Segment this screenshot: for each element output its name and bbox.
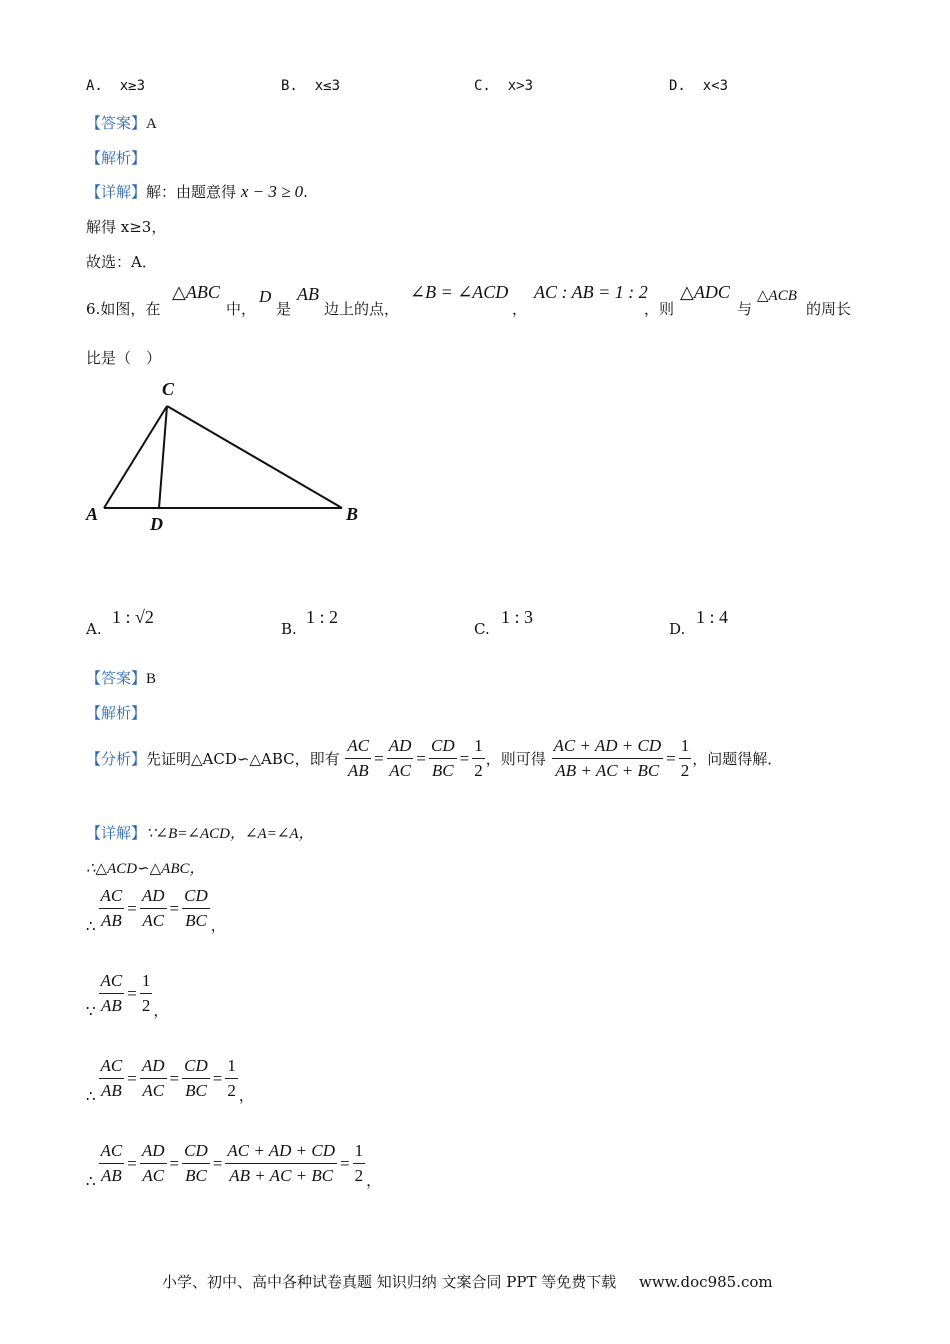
frac-sum: $\frac{AC + AD + CD}{AB + AC + BC}$ (553, 736, 662, 780)
q6-text-ze: ，则 (644, 300, 675, 318)
q6-triangle-figure (80, 372, 380, 542)
q6-point-d: D (259, 287, 272, 306)
q6-tri-abc: △ABC (172, 282, 220, 302)
q6-fenxi-line: 【分析】先证明△ACD∽△ABC，即有 $\frac{AC}{AB}$ = $\frac{AD}{AC}$ = $\frac{CD}{BC}$ = $\frac{1}{2}$ ，则可得 $\frac{AC + AD + CD}{AB + AC + BC}$ = $\frac{1}{2}$ ，问题得解． (86, 736, 783, 780)
frac-ac-ab: $\frac{AC}{AB}$ (347, 736, 370, 780)
q5-option-b: B. x≤3 (281, 78, 341, 94)
q6-tri-adc: △ADC (680, 282, 730, 302)
frac-half-2: $\frac{1}{2}$ (680, 736, 690, 780)
q6-analysis-tag: 【解析】 (86, 704, 147, 722)
q5-solve-line: 解得 x≥3， (86, 218, 167, 236)
segment-cd (159, 406, 167, 508)
q6-step-4: ∴ $\frac{AC}{AB}$ = $\frac{AD}{AC}$ = $\frac{CD}{BC}$ = $\frac{AC + AD + CD}{AB + AC + BC}$ = $\frac{1}{2}$ ， (86, 1141, 382, 1190)
q5-option-d: D. x<3 (669, 78, 729, 94)
q6-angle-condition: ∠B = ∠ACD (410, 282, 509, 302)
label-a: A (86, 504, 99, 524)
q6-detail-line-1: 【详解】∵∠B=∠ACD，∠A=∠A， (86, 824, 314, 842)
q6-step-3: ∴ $\frac{AC}{AB}$ = $\frac{AD}{AC}$ = $\frac{CD}{BC}$ = $\frac{1}{2}$ ， (86, 1056, 254, 1105)
label-b: B (346, 504, 359, 524)
q6-step-2: ∵ $\frac{AC}{AB}$ = $\frac{1}{2}$ ， (86, 971, 169, 1020)
frac-cd-bc: $\frac{CD}{BC}$ (430, 736, 455, 780)
q6-option-a-math: 1 : √2 (112, 607, 154, 627)
q6-text-perimeter: 的周长 (806, 300, 852, 318)
q6-option-b: B. (281, 620, 297, 638)
q6-answer: 【答案】B (86, 669, 157, 687)
q6-option-d: D. (669, 620, 686, 638)
q5-analysis-tag: 【解析】 (86, 149, 147, 167)
q6-option-c-math: 1 : 3 (501, 607, 534, 627)
q6-text-yu: 与 (737, 300, 753, 318)
footer-text: 小学、初中、高中各种试卷真题 知识归纳 文案合同 PPT 等免费下载 (162, 1273, 617, 1291)
label-d: D (150, 514, 163, 534)
frac-ad-ac: $\frac{AD}{AC}$ (388, 736, 412, 780)
q5-option-c: C. x>3 (474, 78, 534, 94)
q6-text-shi: 是 (276, 300, 292, 318)
q6-option-b-math: 1 : 2 (306, 607, 339, 627)
q6-text-side: 边上的点， (324, 300, 400, 318)
q6-step-1: ∴ $\frac{AC}{AB}$ = $\frac{AD}{AC}$ = $\frac{CD}{BC}$ ， (86, 886, 226, 935)
segment-ac (104, 406, 167, 508)
q6-option-d-math: 1 : 4 (696, 607, 729, 627)
label-c: C (162, 379, 175, 399)
q5-option-a: A. x≥3 (86, 78, 146, 94)
q6-ratio-condition: AC : AB = 1 : 2 (534, 282, 648, 302)
q6-text-ratio-is: 比是（ ） (86, 349, 162, 367)
q6-detail-line-2: ∴△ACD∽△ABC， (86, 861, 205, 877)
q6-comma: ， (512, 300, 528, 318)
q6-tri-acb: △ACB (757, 288, 797, 304)
segment-cb (167, 406, 342, 508)
q6-option-a: A. (86, 620, 102, 638)
q6-text-zhong: 中， (226, 300, 257, 318)
q6-number: 6.如图，在 (86, 300, 161, 318)
footer (162, 1271, 773, 1292)
frac-half: $\frac{1}{2}$ (474, 736, 483, 780)
q5-detail: 【详解】解：由题意得 x − 3 ≥ 0. (86, 182, 308, 201)
q5-choose-line: 故选：A． (86, 253, 157, 271)
q5-answer: 【答案】A (86, 114, 157, 132)
footer-url[interactable]: www.doc985.com (639, 1273, 773, 1291)
q6-segment-ab: AB (297, 284, 319, 304)
q6-option-c: C. (474, 620, 490, 638)
